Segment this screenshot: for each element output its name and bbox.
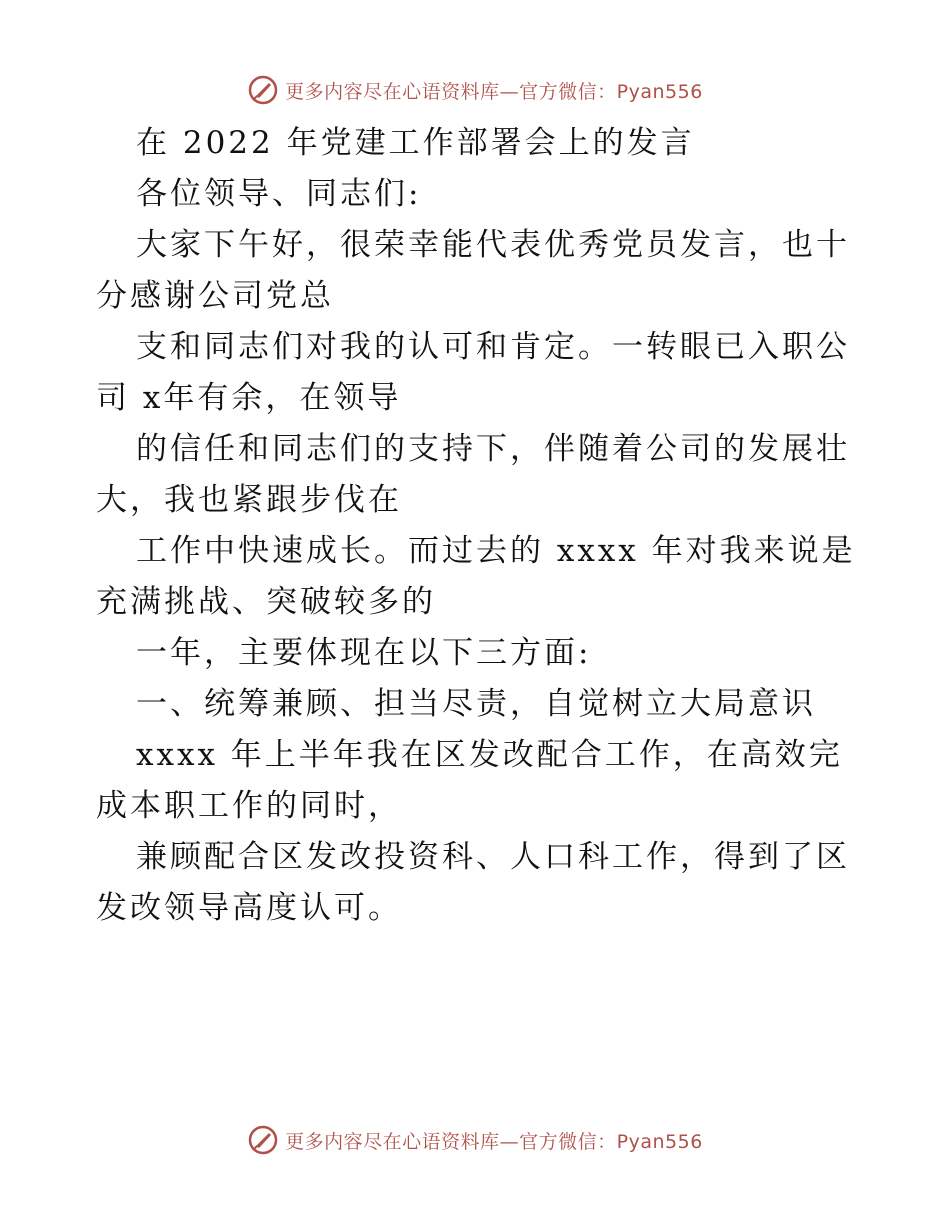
text-line: 支和同志们对我的认可和肯定。一转眼已入职公 [136,329,850,365]
text-line: 一、统筹兼顾、担当尽责，自觉树立大局意识 [136,686,816,722]
text-line: 发改领导高度认可。 [96,890,402,926]
text-line: 司 x年有余，在领导 [96,380,402,416]
text-line: 分感谢公司党总 [96,278,334,314]
text-line: 工作中快速成长。而过去的 xxxx 年对我来说是 [136,533,856,569]
text-line: 一年，主要体现在以下三方面: [136,635,592,671]
watermark-footer [0,1120,950,1160]
quill-logo-icon [247,1124,279,1156]
text-line: 充满挑战、突破较多的 [96,584,436,620]
text-line: 成本职工作的同时， [96,788,402,824]
text-line: 各位领导、同志们: [136,176,422,212]
quill-logo-icon [247,74,279,106]
watermark-text: 更多内容尽在心语资料库—官方微信：Pyan556 [285,1130,703,1153]
text-line: 兼顾配合区发改投资科、人口科工作，得到了区 [136,839,850,875]
text-line: 大家下午好，很荣幸能代表优秀党员发言，也十 [136,227,850,263]
watermark-text: 更多内容尽在心语资料库—官方微信：Pyan556 [285,80,703,103]
watermark-header [0,70,950,110]
text-line: 的信任和同志们的支持下，伴随着公司的发展壮 [136,431,850,467]
text-line: xxxx 年上半年我在区发改配合工作，在高效完 [136,737,843,773]
text-line: 在 2022 年党建工作部署会上的发言 [136,125,695,161]
document-body [96,118,856,934]
text-line: 大，我也紧跟步伐在 [96,482,402,518]
